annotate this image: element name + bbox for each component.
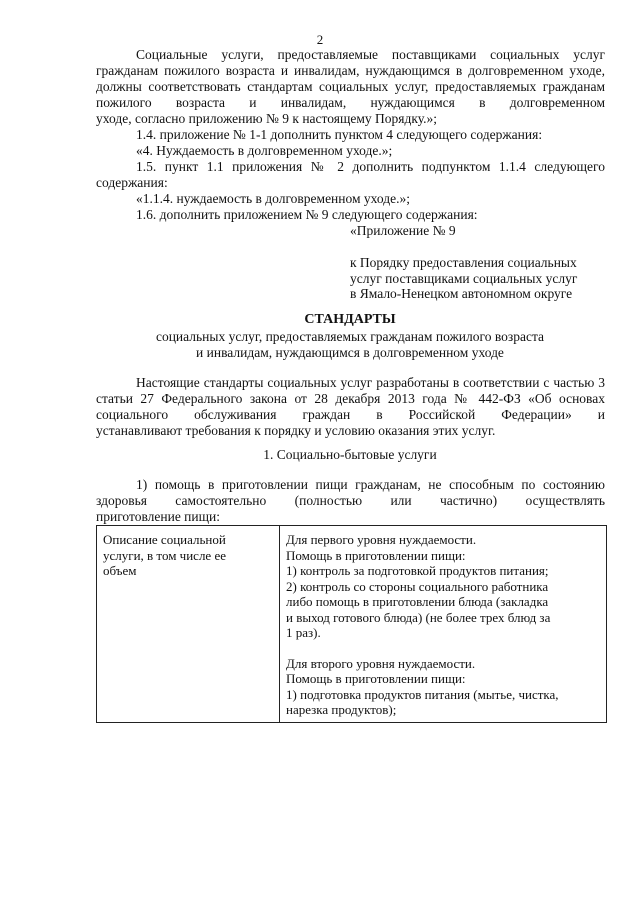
- intro-paragraph-end: уходе, согласно приложению № 9 к настоящему Порядку.»;: [96, 111, 437, 126]
- standards-intro-main: Настоящие стандарты социальных услуг разработаны в соответствии с частью 3 статьи 27 Федерального закона от 28 декабря 2013 года № 442-ФЗ «Об основах социального обслуживания граждан в Российской Федерации» и: [96, 375, 605, 422]
- appendix-line-1: к Порядку предоставления социальных: [350, 255, 577, 270]
- amendment-1-5-line2: содержания:: [96, 175, 168, 190]
- level1-item-2-line-4: 1 раз).: [286, 625, 321, 640]
- amendment-1-5-line1: 1.5. пункт 1.1 приложения № 2 дополнить подпунктом 1.1.4 следующего: [136, 159, 605, 174]
- appendix-line-3: в Ямало-Ненецком автономном округе: [350, 286, 573, 301]
- page-number: 2: [316, 32, 324, 47]
- level1-item-2-line-2: либо помощь в приготовлении блюда (закладка: [286, 594, 549, 609]
- standards-intro-end: устанавливают требования к порядку и условию оказания этих услуг.: [96, 423, 496, 438]
- service-item-1-main: 1) помощь в приготовлении пищи гражданам, не способным по состоянию здоровья самостоятельно (полностью или частично) осуществлять: [96, 477, 605, 508]
- intro-paragraph-main: Социальные услуги, предоставляемые поставщиками социальных услуг гражданам пожилого возраста и инвалидам, нуждающимся в долговременном уходе, должны соответствовать стандартам социальных услуг, предоставляемых гражданам пожилого возраста и инвалидам, нуждающимся в долговременном: [96, 47, 605, 110]
- amendment-quote-1-1-4: «1.1.4. нуждаемость в долговременном уходе.»;: [136, 191, 411, 206]
- level1-item-2-line-3: и выход готового блюда) (не более трех блюд за: [286, 609, 551, 625]
- appendix-line-2: услуг поставщиками социальных услуг: [350, 270, 578, 286]
- standards-title: СТАНДАРТЫ: [304, 312, 396, 327]
- spacer: [286, 641, 600, 656]
- service-description-label: [97, 526, 280, 723]
- level2-item-1-line-1: 1) подготовка продуктов питания (мытье, чистка,: [286, 686, 559, 702]
- service-description-content: [280, 526, 607, 723]
- level2-help: Помощь в приготовлении пищи:: [286, 671, 466, 686]
- appendix-header: [350, 255, 610, 302]
- level1-item-2-line-1: 2) контроль со стороны социального работника: [286, 578, 549, 594]
- level2-item-1-line-2: нарезка продуктов);: [286, 702, 397, 717]
- amendment-quote-4: «4. Нуждаемость в долговременном уходе.»;: [136, 143, 393, 158]
- intro-paragraph: [96, 47, 605, 127]
- table-row: [97, 526, 607, 723]
- label-line-2: услуги, в том числе ее: [103, 547, 226, 563]
- amendment-1-5: [96, 159, 605, 191]
- label-line-1: Описание социальной: [103, 532, 226, 547]
- section-heading: 1. Социально-бытовые услуги: [263, 447, 437, 462]
- level1-title: Для первого уровня нуждаемости.: [286, 532, 477, 547]
- standards-subtitle-line-2: и инвалидам, нуждающимся в долговременном уходе: [196, 345, 504, 360]
- level1-item-1: 1) контроль за подготовкой продуктов питания;: [286, 563, 549, 578]
- level1-help: Помощь в приготовлении пищи:: [286, 547, 466, 563]
- appendix-title: «Приложение № 9: [350, 223, 456, 238]
- standards-subtitle-line-1: социальных услуг, предоставляемых гражданам пожилого возраста: [155, 329, 545, 344]
- amendment-1-4: 1.4. приложение № 1-1 дополнить пунктом 4 следующего содержания:: [136, 127, 543, 142]
- amendment-1-6: 1.6. дополнить приложением № 9 следующего содержания:: [136, 207, 478, 222]
- standards-subtitle: [60, 329, 640, 361]
- level2-title: Для второго уровня нуждаемости.: [286, 655, 476, 671]
- label-line-3: объем: [103, 563, 137, 578]
- standards-intro: [96, 375, 605, 439]
- service-item-1-end: приготовление пищи:: [96, 509, 221, 524]
- service-table: [96, 525, 607, 723]
- service-item-1: [96, 477, 605, 525]
